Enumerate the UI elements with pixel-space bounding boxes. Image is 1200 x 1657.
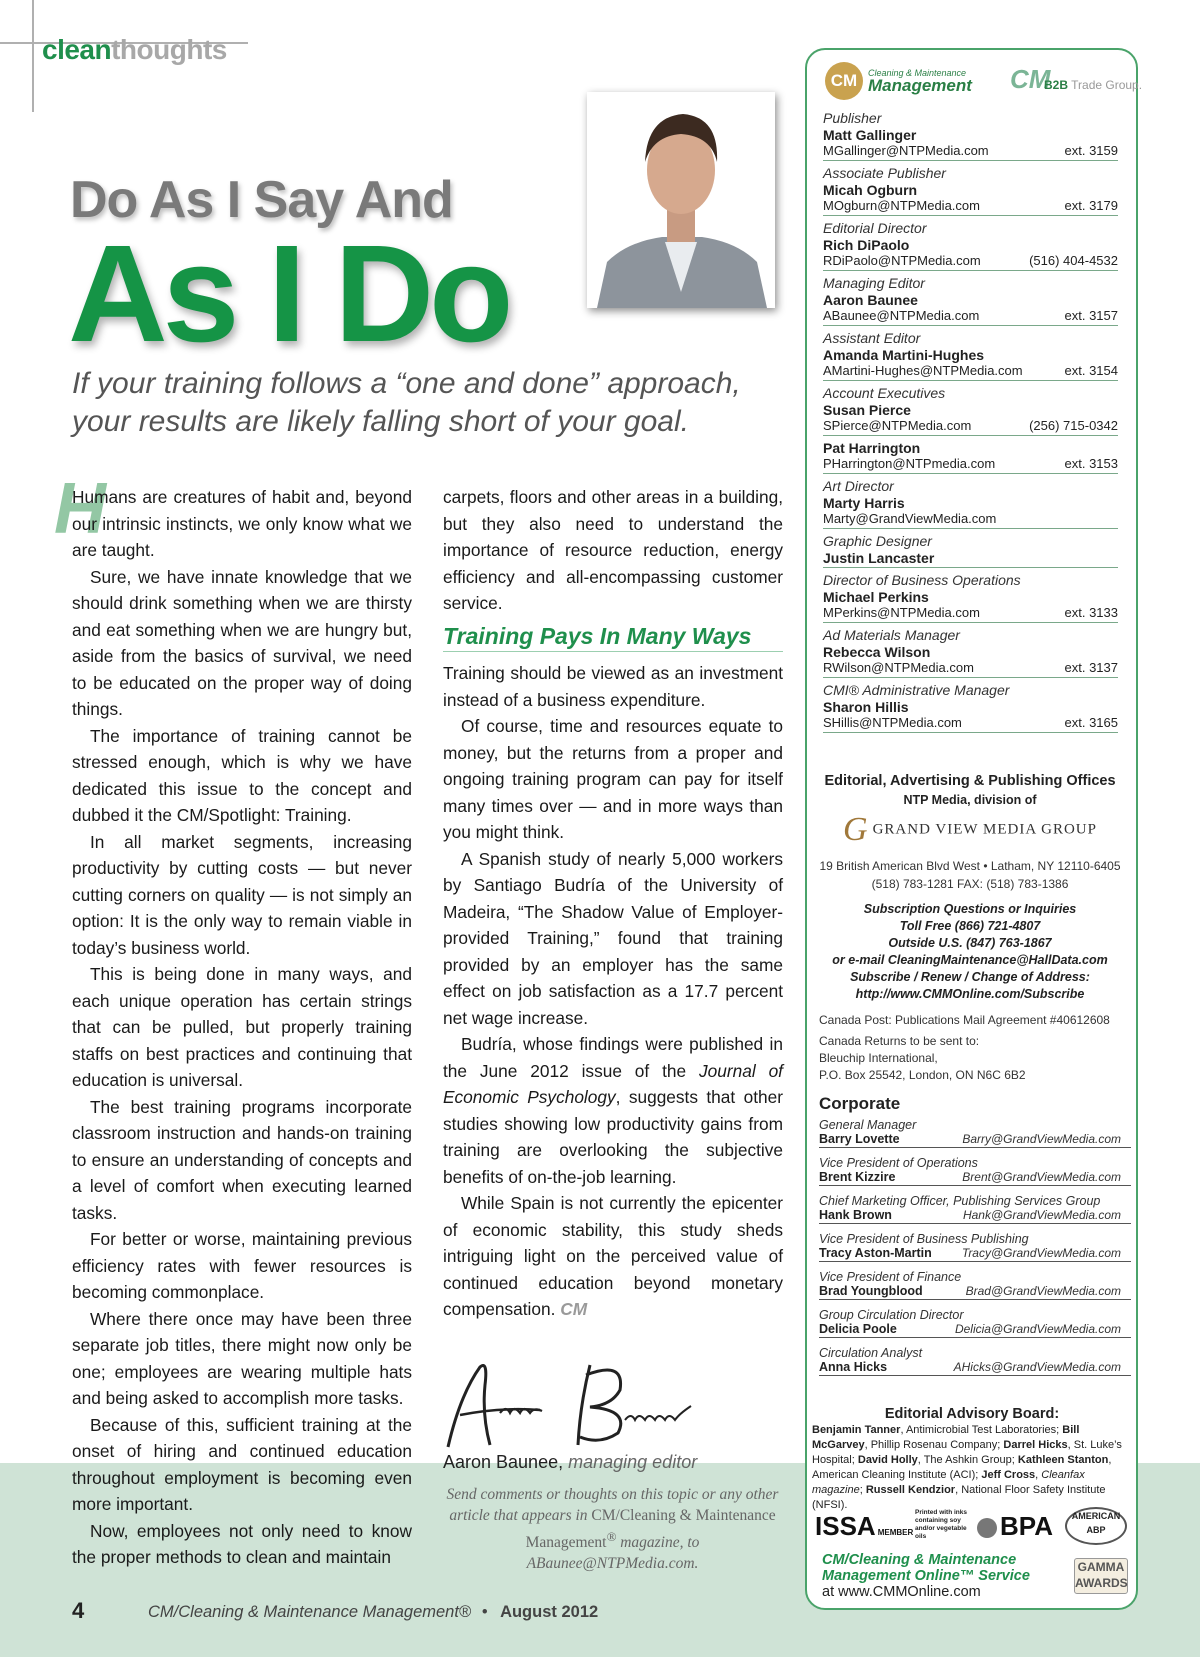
- subs-line[interactable]: or e-mail CleaningMaintenance@HallData.com: [832, 953, 1108, 967]
- footer-separator: •: [481, 1603, 488, 1621]
- issa-member: MEMBER: [877, 1528, 914, 1537]
- paragraph: For better or worse, maintaining previous efficiency rates with fewer resources is becoming commonplace.: [72, 1229, 412, 1302]
- corp-role: Chief Marketing Officer, Publishing Services Group: [819, 1194, 1101, 1208]
- staff-ext: ext. 3153: [1064, 456, 1118, 471]
- board-member-name: Bill McGarvey: [812, 1424, 1080, 1451]
- board-member-name: Jeff Cross: [981, 1469, 1036, 1481]
- paragraph: Of course, time and resources equate to money, but the returns from a proper and ongoing training program can pay for itself many times over — and in more ways than you might think.: [443, 716, 783, 842]
- board-member-org: National Floor Safety Institute (NFSI).: [812, 1484, 1106, 1511]
- paragraph: Now, employees not only need to know the proper methods to clean and maintain: [72, 1520, 412, 1567]
- offices-address: 19 British American Blvd West • Latham, NY 12110-6405: [819, 859, 1121, 873]
- gamma-text: GAMMA AWARDS: [1075, 1560, 1128, 1590]
- staff-email[interactable]: MOgburn@NTPMedia.com: [823, 198, 980, 213]
- board-member-org: Phillip Rosenau Company: [870, 1439, 998, 1451]
- paragraph: [443, 1031, 783, 1190]
- pub-name: CM/Cleaning & Maintenance Management: [525, 1507, 776, 1552]
- subscription-info: [815, 901, 1125, 1003]
- staff-entry: [823, 682, 1118, 733]
- staff-list: [823, 110, 1118, 737]
- corporate-entry: [819, 1232, 1131, 1262]
- staff-name: Matt Gallinger: [823, 127, 917, 143]
- text: Budría, whose findings were published in the June 2012 issue of the: [443, 1034, 783, 1081]
- article-column-2: [443, 484, 783, 1323]
- staff-email[interactable]: MGallinger@NTPMedia.com: [823, 143, 989, 158]
- corp-name: Anna Hicks: [819, 1360, 888, 1374]
- dropcap: H: [54, 469, 106, 549]
- board-member-org: American Cleaning Institute (ACI): [812, 1469, 976, 1481]
- offices-title: Editorial, Advertising & Publishing Offices: [824, 773, 1116, 789]
- header-rule-vertical: [32, 0, 34, 112]
- staff-role: Publisher: [823, 110, 882, 126]
- staff-email[interactable]: SHillis@NTPMedia.com: [823, 715, 962, 730]
- staff-email[interactable]: PHarrington@NTPmedia.com: [823, 456, 996, 471]
- online-line1: CM/Cleaning & Maintenance: [822, 1552, 1017, 1568]
- footer-publication: [148, 1603, 598, 1622]
- subs-url[interactable]: http://www.CMMOnline.com/Subscribe: [855, 987, 1085, 1001]
- staff-entry: [823, 330, 1118, 381]
- text: Send comments or thoughts on this topic or any other article that appears in: [446, 1486, 779, 1524]
- cm-logo-line1: Cleaning & Maintenance: [868, 68, 967, 78]
- paragraph: The importance of training cannot be stressed enough, which is why we have dedicated this issue to the concept and dubbed it the CM/Spotlight: Training.: [72, 725, 412, 825]
- corporate-entry: [819, 1156, 1131, 1186]
- staff-role: Art Director: [823, 478, 894, 494]
- badges-row: [815, 1507, 1125, 1547]
- paragraph: A Spanish study of nearly 5,000 workers by Santiago Budría of the University of Madeira, “The Shadow Value of Employer-provided Training,” found that training provided by an employer has the same effect on job satisfaction as a 17.7 percent net wage increase.: [443, 848, 783, 1028]
- staff-name: Susan Pierce: [823, 402, 911, 418]
- issa-logo: [815, 1511, 913, 1542]
- staff-role: Editorial Director: [823, 220, 927, 236]
- staff-email[interactable]: MPerkins@NTPMedia.com: [823, 605, 980, 620]
- text: , suggests that other studies showing low productivity gains from training are overlooking the subjective benefits of on-the-job learning.: [443, 1087, 783, 1187]
- b2b-logo-cm: CM: [1010, 64, 1051, 94]
- staff-role: Ad Materials Manager: [823, 627, 960, 643]
- offices-block: [815, 773, 1125, 1003]
- board-member-name: Darrel Hicks: [1003, 1439, 1068, 1451]
- gamma-awards-logo: [1074, 1558, 1128, 1594]
- staff-entry: [823, 478, 1118, 529]
- b2b-logo: [1010, 64, 1143, 95]
- paragraph: [443, 1190, 783, 1323]
- author-photo: [587, 92, 775, 308]
- corp-name: Brent Kizzire: [819, 1170, 896, 1184]
- abp-logo: [1065, 1507, 1127, 1545]
- comment-email[interactable]: ABaunee@NTPMedia.com.: [526, 1555, 699, 1573]
- corp-name: Tracy Aston-Martin: [819, 1246, 932, 1260]
- staff-name: Pat Harrington: [823, 440, 921, 456]
- headline-top: Do As I Say And: [70, 171, 453, 229]
- staff-role: CMI® Administrative Manager: [823, 682, 1010, 698]
- corp-email[interactable]: Tracy@GrandViewMedia.com: [961, 1246, 1121, 1260]
- corp-email[interactable]: Delicia@GrandViewMedia.com: [954, 1322, 1121, 1336]
- canada-line: P.O. Box 25542, London, ON N6C 6B2: [819, 1068, 1026, 1082]
- corp-name: Brad Youngblood: [819, 1284, 923, 1298]
- staff-name: Aaron Baunee: [823, 292, 918, 308]
- staff-role: Associate Publisher: [823, 165, 946, 181]
- b2b-logo-b2b: B2B: [1044, 78, 1069, 92]
- text: magazine, to: [616, 1534, 700, 1552]
- cm-logo-circle: CM: [825, 62, 863, 100]
- issa-text: ISSA: [815, 1511, 876, 1541]
- corp-role: Circulation Analyst: [819, 1346, 923, 1360]
- footer-pub-name: CM/Cleaning & Maintenance Management®: [148, 1603, 472, 1621]
- corp-email[interactable]: Barry@GrandViewMedia.com: [962, 1132, 1121, 1146]
- staff-email[interactable]: AMartini-Hughes@NTPMedia.com: [823, 363, 1023, 378]
- paragraph: Because of this, sufficient training at the onset of hiring and continued education throughout employment is becoming even more important.: [72, 1414, 412, 1514]
- advisory-board: [812, 1407, 1132, 1513]
- corp-role: Vice President of Operations: [819, 1156, 978, 1170]
- journal-title: Journal of Economic Psychology: [443, 1060, 783, 1107]
- masthead-logos: [820, 60, 1143, 104]
- staff-role: Assistant Editor: [823, 330, 921, 346]
- subs-line: Toll Free (866) 721-4807: [899, 919, 1041, 933]
- paragraph: Humans are creatures of habit and, beyond our intrinsic instincts, we only know what we are taught.: [72, 487, 412, 560]
- staff-ext: ext. 3133: [1064, 605, 1118, 620]
- corp-name: Hank Brown: [819, 1208, 892, 1222]
- section-tag: [42, 34, 227, 66]
- author-line: [443, 1452, 697, 1473]
- staff-ext: ext. 3159: [1064, 143, 1118, 158]
- corp-role: Group Circulation Director: [819, 1308, 964, 1322]
- staff-name: Rich DiPaolo: [823, 237, 910, 253]
- staff-entry: [823, 627, 1118, 678]
- staff-email[interactable]: RWilson@NTPMedia.com: [823, 660, 974, 675]
- soy-ink-text: Printed with inks containing soy and/or vegetable oils: [915, 1509, 968, 1540]
- staff-email[interactable]: ABaunee@NTPMedia.com: [823, 308, 980, 323]
- staff-entry: [823, 385, 1118, 436]
- staff-role: Graphic Designer: [823, 533, 932, 549]
- deck: If your training follows a “one and done” approach, your results are likely falling short of your goal.: [72, 367, 741, 438]
- paragraph: This is being done in many ways, and each unique operation has certain strings that can be pulled, but properly training staffs on best practices and continuing that education is universal.: [72, 964, 412, 1090]
- staff-name: Michael Perkins: [823, 589, 929, 605]
- corp-email[interactable]: Hank@GrandViewMedia.com: [962, 1208, 1121, 1222]
- b2b-logo-tail: Trade Group.: [1068, 78, 1143, 92]
- board-member-org: Cleanfax magazine: [812, 1469, 1085, 1496]
- corp-name: Delicia Poole: [819, 1322, 897, 1336]
- staff-entry: [823, 533, 1118, 568]
- staff-entry: [823, 165, 1118, 216]
- staff-name: Marty Harris: [823, 495, 905, 511]
- board-member-org: The Ashkin Group: [923, 1454, 1012, 1466]
- paragraph: carpets, floors and other areas in a building, but they also need to understand the importance of resource reduction, energy efficiency and all-encompassing customer service.: [443, 487, 783, 613]
- corporate-entry: [819, 1270, 1131, 1300]
- bpa-text: BPA: [1000, 1511, 1053, 1541]
- staff-ext: ext. 3157: [1064, 308, 1118, 323]
- board-title: Editorial Advisory Board:: [884, 1406, 1060, 1422]
- footer-date: August 2012: [500, 1603, 599, 1621]
- board-members: Benjamin Tanner, Antimicrobial Test Laboratories; Bill McGarvey, Phillip Rosenau Company; Darrel Hicks, St. Luke’s Hospital; David Holly, The Ashkin Group; Kathleen Stanton, American Cleaning Institute (ACI); Jeff Cross, Cleanfax magazine; Russell Kendzior, National Floor Safety Institute (NFSI).: [812, 1424, 1122, 1511]
- canada-line: Bleuchip International,: [819, 1051, 938, 1065]
- corporate-block: [819, 1094, 1131, 1384]
- paragraph: Sure, we have innate knowledge that we should drink something when we are thirsty and eat something when we are hungry but, aside from the basics of survival, we need to be educated on the proper way of doing things.: [72, 566, 412, 719]
- bpa-logo: [977, 1511, 1053, 1542]
- subs-line: Outside U.S. (847) 763-1867: [888, 936, 1052, 950]
- gvmg-logo: [815, 811, 1125, 849]
- paragraph: Training should be viewed as an investment instead of a business expenditure.: [443, 663, 783, 710]
- corp-role: Vice President of Finance: [819, 1270, 962, 1284]
- board-member-org: Antimicrobial Test Laboratories: [905, 1424, 1057, 1436]
- gvmg-swirl-icon: G: [843, 811, 869, 848]
- staff-name: Micah Ogburn: [823, 182, 918, 198]
- staff-email[interactable]: RDiPaolo@NTPMedia.com: [823, 253, 981, 268]
- staff-name: Amanda Martini-Hughes: [823, 347, 985, 363]
- gvmg-name: GRAND VIEW MEDIA GROUP: [872, 821, 1097, 838]
- staff-ext: ext. 3154: [1064, 363, 1118, 378]
- staff-email[interactable]: Marty@GrandViewMedia.com: [823, 511, 997, 526]
- staff-ext: ext. 3137: [1064, 660, 1118, 675]
- corp-email[interactable]: Brent@GrandViewMedia.com: [962, 1170, 1121, 1184]
- staff-entry: [823, 275, 1118, 326]
- comment-note: [440, 1484, 785, 1574]
- headline-main: As I Do: [68, 217, 509, 371]
- signature-image: [440, 1355, 740, 1455]
- section-tag-clean: clean: [42, 34, 112, 65]
- staff-role: Managing Editor: [823, 275, 925, 291]
- cm-logo-line2: Management: [868, 76, 972, 95]
- corp-role: General Manager: [819, 1118, 917, 1132]
- board-member-name: David Holly: [857, 1454, 918, 1466]
- article-column-1: [72, 484, 412, 1571]
- staff-email[interactable]: SPierce@NTPMedia.com: [823, 418, 972, 433]
- canada-line: Canada Returns to be sent to:: [819, 1034, 980, 1048]
- corporate-entry: [819, 1118, 1131, 1148]
- corporate-entry: [819, 1194, 1131, 1224]
- reg-mark: ®: [606, 1529, 617, 1544]
- board-member-org: St. Luke’s Hospital: [812, 1439, 1122, 1466]
- board-member-name: Kathleen Stanton: [1017, 1454, 1109, 1466]
- online-service: [822, 1552, 1030, 1600]
- staff-role: Director of Business Operations: [823, 572, 1021, 588]
- online-url[interactable]: at www.CMMOnline.com: [822, 1584, 981, 1600]
- online-line2: Management Online™ Service: [822, 1568, 1030, 1584]
- staff-name: Rebecca Wilson: [823, 644, 931, 660]
- staff-ext: ext. 3179: [1064, 198, 1118, 213]
- staff-ext: ext. 3165: [1064, 715, 1118, 730]
- board-member-name: Benjamin Tanner: [812, 1424, 901, 1436]
- staff-ext: (256) 715-0342: [1029, 418, 1118, 433]
- corp-email[interactable]: Brad@GrandViewMedia.com: [965, 1284, 1121, 1298]
- corp-email[interactable]: AHicks@GrandViewMedia.com: [953, 1360, 1121, 1374]
- staff-entry: [823, 572, 1118, 623]
- staff-entry: [823, 110, 1118, 161]
- paragraph: In all market segments, increasing productivity by cutting costs — but never cutting corners on quality — is not simply an option: It is the only way to remain viable in today’s business world.: [72, 831, 412, 958]
- subs-line: Subscribe / Renew / Change of Address:: [850, 970, 1090, 984]
- canada-post: [819, 1012, 1129, 1084]
- abp-text: AMERICAN ABP: [1071, 1511, 1121, 1535]
- corporate-entry: [819, 1346, 1131, 1376]
- offices-sub: NTP Media, division of: [903, 793, 1037, 807]
- staff-name: Sharon Hillis: [823, 699, 909, 715]
- soy-ink-logo: [915, 1509, 973, 1541]
- subhead: Training Pays In Many Ways: [443, 623, 783, 653]
- staff-entry: [823, 220, 1118, 271]
- canada-line: Canada Post: Publications Mail Agreement #40612608: [819, 1013, 1110, 1027]
- author-name: Aaron Baunee,: [443, 1452, 564, 1472]
- staff-entry: [823, 440, 1118, 474]
- end-tag: CM: [560, 1299, 588, 1319]
- subs-line: Subscription Questions or Inquiries: [863, 902, 1077, 916]
- offices-phone: (518) 783-1281 FAX: (518) 783-1386: [871, 877, 1069, 891]
- text: While Spain is not currently the epicenter of economic stability, this study sheds intriguing light on the perceived value of continued education beyond monetary compensation.: [443, 1193, 783, 1319]
- staff-name: Justin Lancaster: [823, 550, 935, 566]
- page-number: 4: [72, 1598, 85, 1623]
- board-member-name: Russell Kendzior: [865, 1484, 956, 1496]
- section-tag-thoughts: thoughts: [111, 34, 227, 65]
- staff-role: Account Executives: [823, 385, 946, 401]
- corp-role: Vice President of Business Publishing: [819, 1232, 1029, 1246]
- bpa-globe-icon: [977, 1518, 997, 1538]
- author-title: managing editor: [568, 1452, 698, 1472]
- paragraph: The best training programs incorporate classroom instruction and hands-on training to ensure an understanding of concepts and a level of comfort when executing learned tasks.: [72, 1096, 412, 1223]
- staff-ext: (516) 404-4532: [1029, 253, 1118, 268]
- paragraph: Where there once may have been three separate job titles, there might now only be one; employees are wearing multiple hats and being asked to accomplish more tasks.: [72, 1308, 412, 1408]
- corporate-title: Corporate: [819, 1094, 901, 1113]
- corp-name: Barry Lovette: [819, 1132, 900, 1146]
- corporate-entry: [819, 1308, 1131, 1338]
